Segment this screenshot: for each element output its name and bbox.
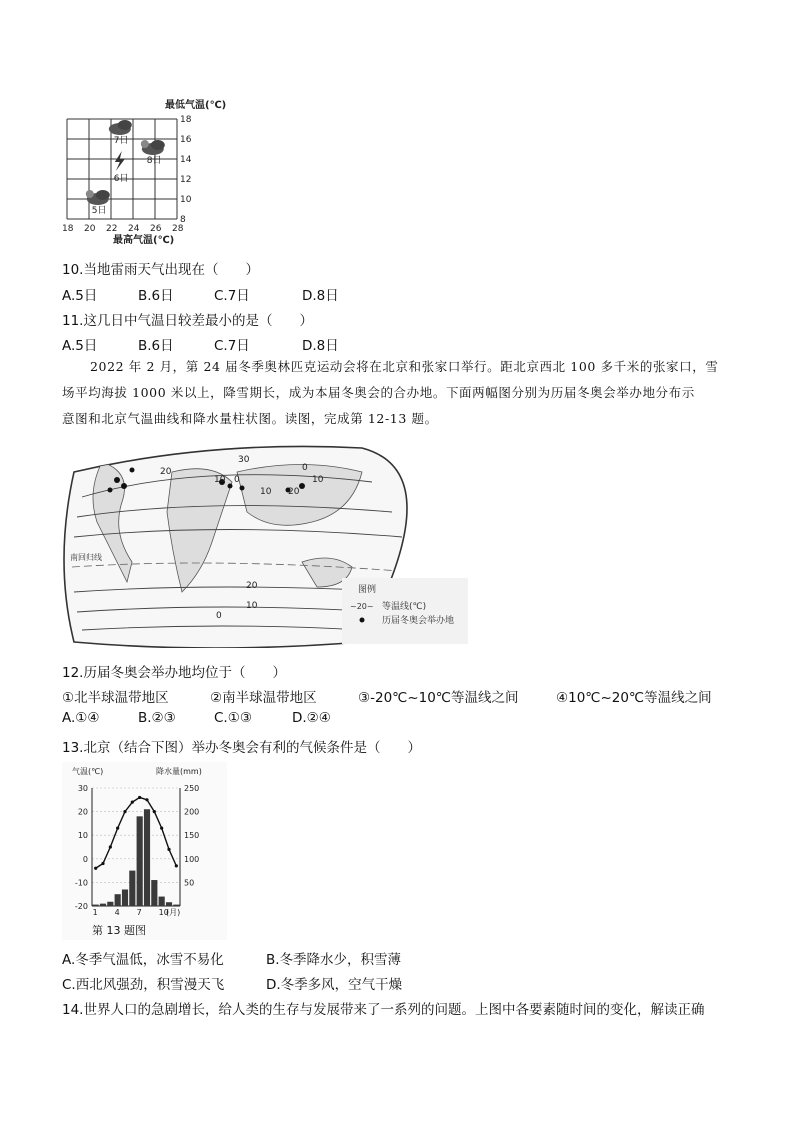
question-10-stem: 10.当地雷雨天气出现在（ ） xyxy=(62,262,259,278)
temperature-axis-label: 气温(℃) xyxy=(72,767,104,776)
q13-option-c[interactable]: C.西北风强劲，积雪漫天飞 xyxy=(62,977,225,993)
temp-tick-label: 0 xyxy=(82,854,88,864)
q13-option-b[interactable]: B.冬季降水少，积雪薄 xyxy=(266,952,402,968)
q10-option-a[interactable]: A.5日 xyxy=(62,288,98,304)
question-12-options xyxy=(62,710,331,726)
month-tick-label: 4 xyxy=(114,908,120,917)
q12-option-d[interactable]: D.②④ xyxy=(292,710,331,726)
isotherm-label: 10 xyxy=(312,475,324,485)
temp-tick-label: -10 xyxy=(74,878,88,888)
temperature-point xyxy=(116,827,119,830)
x-axis-title: 最高气温(℃) xyxy=(113,235,175,246)
question-12-statements xyxy=(62,686,712,706)
precipitation-axis-label: 降水量(mm) xyxy=(156,767,202,776)
temp-tick-label: 10 xyxy=(77,831,88,841)
isotherm-label: 20 xyxy=(160,467,172,477)
winter-olympics-world-map xyxy=(62,442,472,648)
passage-line-1: 2022 年 2 月，第 24 届冬季奥林匹克运动会将在北京和张家口举行。距北京西北 100 多千米的张家口，雪 xyxy=(90,359,719,374)
isotherm-label: 0 xyxy=(302,463,308,473)
day-points xyxy=(86,120,165,216)
isotherm-label: 0 xyxy=(234,475,240,485)
isotherm-label: 10 xyxy=(214,475,226,485)
y-tick-label: 14 xyxy=(180,155,192,165)
y-tick-labels xyxy=(180,115,192,225)
q11-option-b[interactable]: B.6日 xyxy=(138,338,174,354)
day-label: 8日 xyxy=(146,156,162,166)
question-11-options xyxy=(62,334,339,354)
day-label: 7日 xyxy=(113,136,129,146)
y-tick-label: 10 xyxy=(180,195,192,205)
day-point xyxy=(141,140,165,166)
question-11-stem: 11.这几日中气温日较差最小的是（ ） xyxy=(62,313,313,329)
temp-tick-label: 20 xyxy=(77,807,88,817)
reading-passage xyxy=(62,354,742,432)
month-tick-label: 7 xyxy=(136,908,142,917)
precip-bar xyxy=(166,902,172,906)
precip-bar xyxy=(100,904,106,906)
temperature-point xyxy=(101,862,104,865)
q12-option-b[interactable]: B.②③ xyxy=(138,710,176,726)
q10-option-d[interactable]: D.8日 xyxy=(302,288,339,304)
precip-tick-label: 150 xyxy=(184,831,200,841)
isotherm-label: 10 xyxy=(260,487,272,497)
passage-line-2: 场平均海拔 1000 米以上，降雪期长，成为本届冬奥会的合办地。下面两幅图分别为历届冬奥会举办地分布示 xyxy=(62,385,695,400)
isotherm-label: 20 xyxy=(288,487,300,497)
day-label: 6日 xyxy=(113,174,129,184)
y-tick-label: 8 xyxy=(180,215,186,225)
month-tick-label: 1 xyxy=(92,908,98,917)
month-tick-label: 10 xyxy=(158,908,169,917)
x-tick-label: 24 xyxy=(128,224,140,234)
x-tick-label: 28 xyxy=(172,224,184,234)
temperature-point xyxy=(109,845,112,848)
question-10-options xyxy=(62,284,339,304)
q11-option-a[interactable]: A.5日 xyxy=(62,338,98,354)
legend-isotherm: 等温线(℃) xyxy=(382,602,427,612)
precip-bar xyxy=(115,894,121,906)
legend-site-dot xyxy=(360,618,365,623)
legend-site: 历届冬奥会举办地 xyxy=(382,616,455,626)
partly-cloudy-icon xyxy=(86,190,110,205)
precip-bar xyxy=(122,889,128,906)
beijing-climate-chart xyxy=(62,762,227,940)
precip-tick-label: 200 xyxy=(184,807,200,817)
q11-option-c[interactable]: C.7日 xyxy=(214,338,250,354)
precip-bar xyxy=(159,897,165,906)
cloudy-icon xyxy=(109,120,132,135)
precip-tick-label: 250 xyxy=(184,784,200,793)
x-tick-label: 18 xyxy=(62,224,74,234)
q13-option-d[interactable]: D.冬季多风，空气干燥 xyxy=(266,977,403,993)
question-13-options-row1 xyxy=(62,948,401,968)
isotherm-label: 0 xyxy=(216,611,222,621)
q12-statement-3: ③-20℃~10℃等温线之间 xyxy=(358,690,519,706)
q11-option-d[interactable]: D.8日 xyxy=(302,338,339,354)
question-13-options-row2 xyxy=(62,973,402,993)
y-axis-title: 最低气温(℃) xyxy=(165,100,227,111)
x-tick-label: 20 xyxy=(84,224,96,234)
partly-cloudy-icon xyxy=(141,140,165,155)
q10-option-b[interactable]: B.6日 xyxy=(138,288,174,304)
temperature-point xyxy=(131,801,134,804)
temperature-point xyxy=(145,798,148,801)
q13-option-a[interactable]: A.冬季气温低，冰雪不易化 xyxy=(62,952,224,968)
map-legend xyxy=(342,578,468,644)
precip-bar xyxy=(129,871,135,906)
temperature-point xyxy=(175,864,178,867)
temperature-point xyxy=(123,810,126,813)
day-label: 5日 xyxy=(91,206,107,216)
precip-bar xyxy=(107,902,113,906)
precip-bar xyxy=(151,880,157,906)
temperature-point xyxy=(153,810,156,813)
question-12-stem: 12.历届冬奥会举办地均位于（ ） xyxy=(62,665,286,681)
legend-title: 图例 xyxy=(358,585,377,595)
question-13-stem: 13.北京（结合下图）举办冬奥会有利的气候条件是（ ） xyxy=(62,740,421,756)
x-tick-labels xyxy=(62,224,184,234)
temperature-point xyxy=(167,848,170,851)
question-14-stem: 14.世界人口的急剧增长，给人类的生存与发展带来了一系列的问题。上图中各要素随时间的变化，解读正确 xyxy=(62,1002,705,1018)
precip-bar xyxy=(137,816,143,906)
isotherm-label: 10 xyxy=(246,601,258,611)
precip-tick-label: 50 xyxy=(184,878,195,888)
q12-statement-4: ④10℃~20℃等温线之间 xyxy=(556,690,712,706)
temperature-point xyxy=(160,827,163,830)
y-tick-label: 18 xyxy=(180,115,192,125)
temp-tick-label: -20 xyxy=(74,902,88,911)
precip-bar xyxy=(93,905,99,906)
temperature-point xyxy=(94,867,97,870)
y-tick-label: 16 xyxy=(180,135,192,145)
day-point xyxy=(109,120,132,146)
tropic-label: 南回归线 xyxy=(70,553,102,562)
y-tick-label: 12 xyxy=(180,175,192,185)
q12-option-a[interactable]: A.①④ xyxy=(62,710,100,726)
isotherm-label: 20 xyxy=(246,581,258,591)
day-point xyxy=(114,151,129,184)
month-unit-label: (月) xyxy=(166,908,181,917)
thunderstorm-icon xyxy=(115,151,125,171)
q12-option-c[interactable]: C.①③ xyxy=(214,710,252,726)
passage-line-3: 意图和北京气温曲线和降水量柱状图。读图，完成第 12-13 题。 xyxy=(62,411,438,426)
precip-bar xyxy=(173,905,179,906)
isotherm-label: 30 xyxy=(238,455,250,465)
q12-statement-1: ①北半球温带地区 xyxy=(62,690,169,706)
temperature-point xyxy=(138,796,141,799)
precip-tick-label: 100 xyxy=(184,854,200,864)
legend-isotherm-sample: ~20~ xyxy=(350,602,374,611)
q12-statement-2: ②南半球温带地区 xyxy=(210,690,317,706)
temperature-scatter-chart xyxy=(55,95,245,250)
temp-tick-label: 30 xyxy=(77,784,88,793)
q10-option-c[interactable]: C.7日 xyxy=(214,288,250,304)
x-tick-label: 22 xyxy=(106,224,118,234)
precip-bar xyxy=(144,809,150,906)
climate-chart-caption: 第 13 题图 xyxy=(92,924,146,937)
x-tick-label: 26 xyxy=(150,224,162,234)
